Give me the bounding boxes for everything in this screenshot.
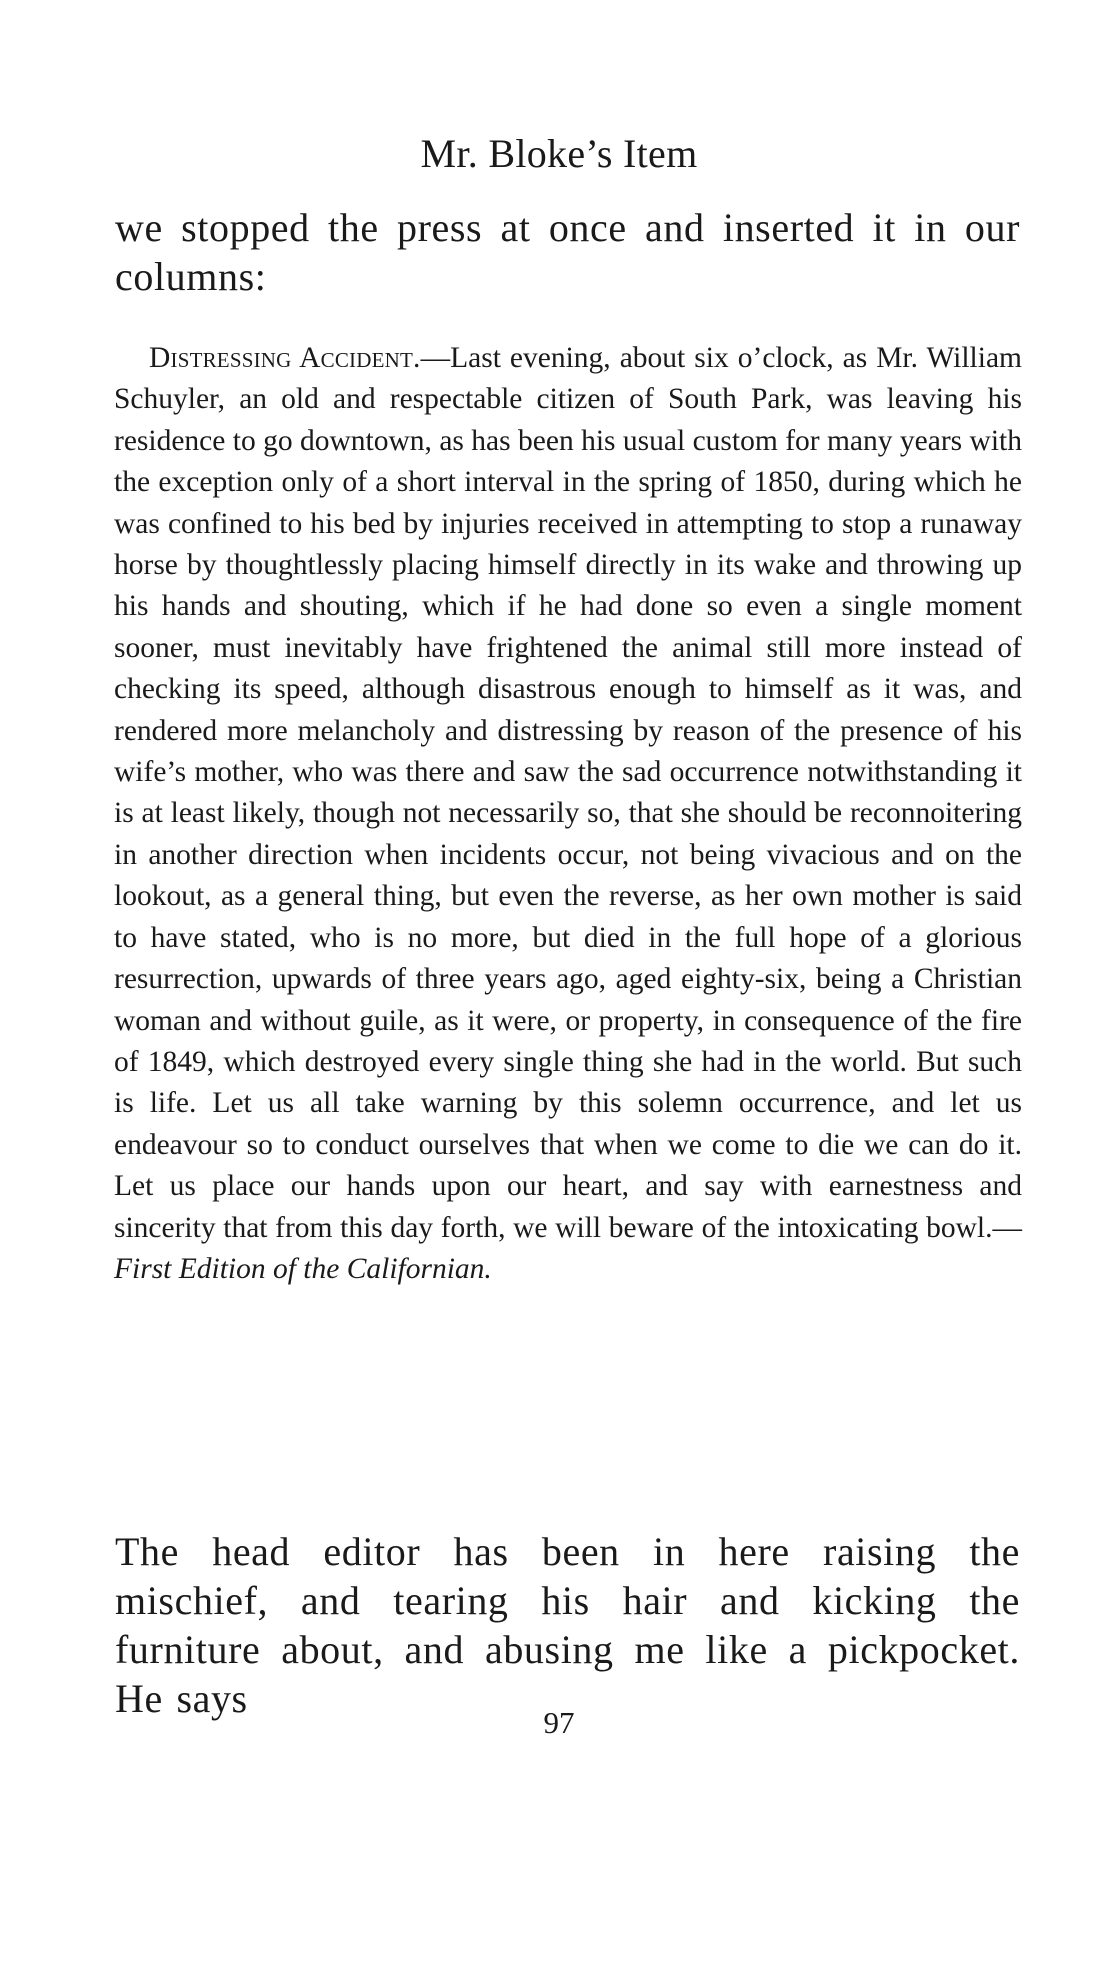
news-item-heading: Distressing Accident. [149,342,421,374]
news-item-dash: — [420,342,451,374]
lead-paragraph: we stopped the press at once and inserted it in our columns: [115,205,1020,299]
news-item-source: First Edition of the Californian. [114,1252,492,1285]
page-number: 97 [543,1705,575,1740]
news-item-dash-2: — [992,1211,1022,1244]
running-head: Mr. Bloke’s Item [420,131,698,176]
news-item [114,338,1022,1290]
news-item-body: Last evening, about six o’clock, as Mr. William Schuyler, an old and respectable citizen of South Park, was leaving his residence to go downtown, as has been his usual custom for many years with the exception only of a short interval in the spring of 1850, during which he was confined to his bed by injuries received in attempting to stop a runaway horse by thoughtlessly placing himself directly in its wake and throwing up his hands and shouting, which if he had done so even a single moment sooner, must inevitably have frightened the animal still more instead of checking its speed, although disastrous enough to himself as it was, and rendered more melancholy and distressing by reason of the presence of his wife’s mother, who was there and saw the sad occurrence notwithstanding it is at least likely, though not necessarily so, that she should be reconnoitering in another direction when incidents occur, not being vivacious and on the lookout, as a general thing, but even the reverse, as her own mother is said to have stated, who is no more, but died in the full hope of a glorious resurrection, upwards of three years ago, aged eighty-six, being a Christian woman and without guile, as it were, or property, in consequence of the fire of 1849, which destroyed every single thing she had in the world. But such is life. Let us all take warning by this solemn occurrence, and let us endeavour so to conduct ourselves that when we come to die we can do it. Let us place our hands upon our heart, and say with earnestness and sincerity that from this day forth, we will beware of the intoxicating bowl. [114,342,1022,1244]
closing-paragraph: The head editor has been in here raising the mischief, and tearing his hair and kicking the furniture about, and abusing me like a pickpocket. He says [115,1529,1020,1721]
